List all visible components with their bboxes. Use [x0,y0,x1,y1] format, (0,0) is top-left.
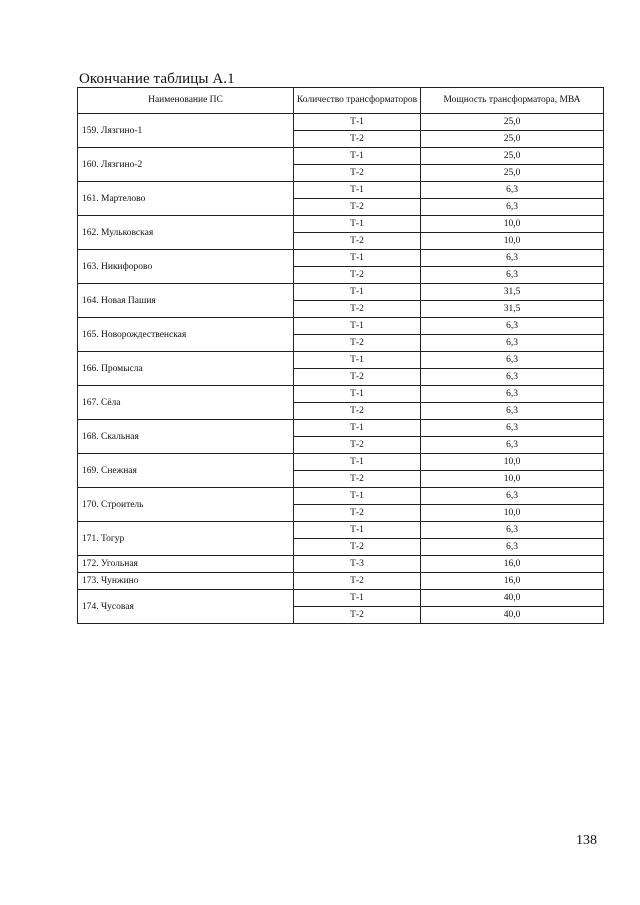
transformer-id-cell: Т-2 [294,607,421,624]
transformer-power-cell: 6,3 [421,250,604,267]
transformer-power-cell: 40,0 [421,590,604,607]
substation-name-cell: 165. Новорождественская [78,318,294,352]
transformer-id-cell: Т-1 [294,590,421,607]
table-row [78,590,604,607]
transformer-power-cell: 6,3 [421,488,604,505]
substation-name-cell: 173. Чунжино [78,573,294,590]
header-transformer-count: Количество трансформаторов [294,88,421,114]
transformer-id-cell: Т-1 [294,182,421,199]
transformer-power-cell: 6,3 [421,267,604,284]
transformer-id-cell: Т-2 [294,403,421,420]
substation-name-cell: 170. Строитель [78,488,294,522]
transformer-id-cell: Т-1 [294,522,421,539]
transformer-id-cell: Т-2 [294,369,421,386]
substation-name-cell: 163. Никифорово [78,250,294,284]
substation-name-cell: 174. Чусовая [78,590,294,624]
transformer-id-cell: Т-2 [294,233,421,250]
transformer-power-cell: 6,3 [421,386,604,403]
transformer-id-cell: Т-2 [294,437,421,454]
transformer-power-cell: 25,0 [421,114,604,131]
transformer-id-cell: Т-1 [294,352,421,369]
transformer-id-cell: Т-1 [294,216,421,233]
table-row [78,573,604,590]
substation-name-cell: 162. Мульковская [78,216,294,250]
substation-name-cell: 159. Лязгино-1 [78,114,294,148]
transformer-power-cell: 10,0 [421,216,604,233]
transformer-power-cell: 6,3 [421,182,604,199]
transformer-id-cell: Т-2 [294,573,421,590]
substation-name-cell: 166. Промысла [78,352,294,386]
substation-name-cell: 164. Новая Пашия [78,284,294,318]
table-row [78,250,604,267]
transformer-id-cell: Т-2 [294,335,421,352]
transformer-power-cell: 10,0 [421,505,604,522]
transformer-id-cell: Т-1 [294,250,421,267]
transformer-id-cell: Т-2 [294,539,421,556]
transformer-power-cell: 6,3 [421,369,604,386]
transformer-id-cell: Т-2 [294,165,421,182]
transformer-power-cell: 6,3 [421,352,604,369]
transformer-power-cell: 31,5 [421,284,604,301]
transformer-power-cell: 6,3 [421,335,604,352]
transformer-id-cell: Т-2 [294,267,421,284]
table-body [78,114,604,624]
transformer-id-cell: Т-3 [294,556,421,573]
transformer-id-cell: Т-2 [294,301,421,318]
table-row [78,420,604,437]
transformer-power-cell: 16,0 [421,573,604,590]
table-row [78,488,604,505]
page-number: 138 [576,833,597,848]
table-header-row [78,88,604,114]
substation-name-cell: 161. Мартелово [78,182,294,216]
transformer-id-cell: Т-1 [294,148,421,165]
transformer-power-cell: 16,0 [421,556,604,573]
substation-name-cell: 167. Сёла [78,386,294,420]
substation-name-cell: 172. Угольная [78,556,294,573]
transformer-power-cell: 10,0 [421,233,604,250]
substation-name-cell: 168. Скальная [78,420,294,454]
transformer-power-cell: 6,3 [421,522,604,539]
table-row [78,318,604,335]
transformer-power-cell: 40,0 [421,607,604,624]
table-row [78,352,604,369]
transformer-power-cell: 6,3 [421,539,604,556]
substation-name-cell: 160. Лязгино-2 [78,148,294,182]
transformer-id-cell: Т-2 [294,131,421,148]
transformer-id-cell: Т-1 [294,284,421,301]
table-row [78,182,604,199]
substation-name-cell: 169. Снежная [78,454,294,488]
transformer-id-cell: Т-1 [294,386,421,403]
transformer-power-cell: 25,0 [421,131,604,148]
transformer-table [77,87,604,624]
transformer-power-cell: 31,5 [421,301,604,318]
table-row [78,148,604,165]
transformer-power-cell: 6,3 [421,199,604,216]
table-row [78,114,604,131]
table-row [78,386,604,403]
table-row [78,284,604,301]
substation-name-cell: 171. Тогур [78,522,294,556]
transformer-power-cell: 6,3 [421,437,604,454]
transformer-id-cell: Т-2 [294,505,421,522]
header-substation-name: Наименование ПС [78,88,294,114]
table-caption: Окончание таблицы А.1 [79,71,235,87]
transformer-id-cell: Т-1 [294,114,421,131]
transformer-power-cell: 6,3 [421,318,604,335]
transformer-power-cell: 6,3 [421,420,604,437]
transformer-power-cell: 10,0 [421,471,604,488]
transformer-power-cell: 25,0 [421,148,604,165]
table-row [78,556,604,573]
transformer-id-cell: Т-2 [294,199,421,216]
table-row [78,522,604,539]
transformer-power-cell: 10,0 [421,454,604,471]
transformer-id-cell: Т-1 [294,488,421,505]
transformer-id-cell: Т-1 [294,318,421,335]
table-row [78,216,604,233]
transformer-power-cell: 6,3 [421,403,604,420]
header-transformer-power: Мощность трансформатора, МВА [421,88,604,114]
transformer-power-cell: 25,0 [421,165,604,182]
table-row [78,454,604,471]
transformer-id-cell: Т-1 [294,420,421,437]
transformer-id-cell: Т-2 [294,471,421,488]
transformer-id-cell: Т-1 [294,454,421,471]
